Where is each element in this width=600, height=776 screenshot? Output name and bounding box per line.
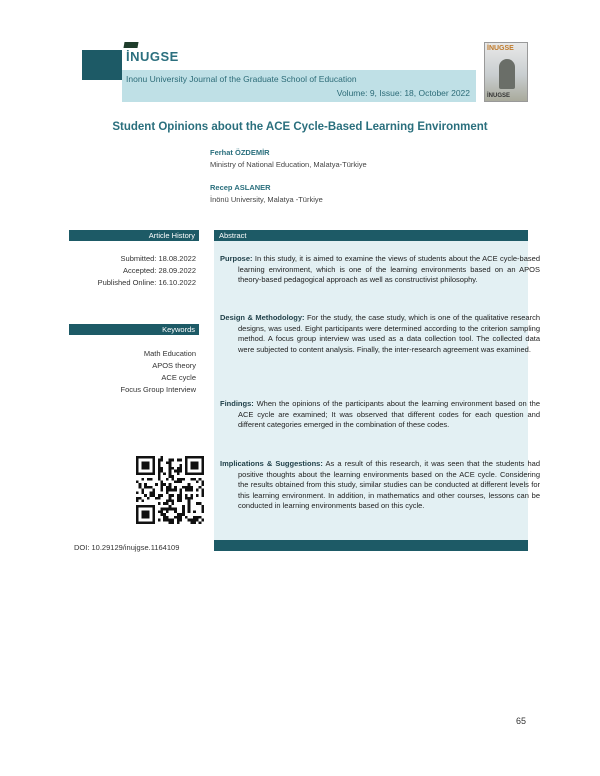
- author-name: Ferhat ÖZDEMİR: [210, 148, 270, 157]
- abstract-footer-bar: [214, 540, 528, 551]
- doi-link[interactable]: DOI: 10.29129/inujgse.1164109: [74, 543, 180, 552]
- article-history-heading: Article History: [69, 230, 199, 241]
- abstract-implications: [220, 459, 540, 512]
- history-accepted: Accepted: 28.09.2022: [123, 266, 196, 275]
- author-affiliation: İnönü University, Malatya -Türkiye: [210, 195, 323, 204]
- cover-title: İNUGSE: [487, 45, 514, 52]
- statue-figure-icon: [499, 59, 515, 89]
- author-name: Recep ASLANER: [210, 183, 271, 192]
- keyword-item: Focus Group Interview: [120, 385, 196, 394]
- history-submitted: Submitted: 18.08.2022: [120, 254, 196, 263]
- history-published: Published Online: 16.10.2022: [97, 278, 196, 287]
- abstract-design-methodology: [220, 313, 540, 355]
- section-label: Purpose:: [220, 254, 253, 263]
- volume-issue: Volume: 9, Issue: 18, October 2022: [336, 88, 470, 98]
- journal-cover-image: [484, 42, 528, 102]
- cover-foot: İNUGSE: [487, 93, 511, 99]
- section-text: In this study, it is aimed to examine the views of students about the ACE cycle-based learning environment, which is one of the learning environments based on an APOS theory-based pedagogical approach as well as constructivist philosophy.: [238, 254, 540, 285]
- keyword-item: ACE cycle: [161, 373, 196, 382]
- journal-name: Inonu University Journal of the Graduate School of Education: [126, 74, 357, 84]
- section-text: When the opinions of the participants about the learning environment based on the ACE cycle are examined; It was observed that different codes for each question and different categories emerged in the combination of these codes.: [238, 399, 540, 430]
- abstract-findings: [220, 399, 540, 431]
- section-label: Implications & Suggestions:: [220, 459, 323, 468]
- journal-logo: İNUGSE: [126, 49, 179, 64]
- qr-code-icon: [136, 456, 204, 524]
- keyword-item: APOS theory: [152, 361, 196, 370]
- header-accent-block: [82, 50, 122, 80]
- section-label: Design & Methodology:: [220, 313, 305, 322]
- keyword-item: Math Education: [143, 349, 196, 358]
- author-affiliation: Ministry of National Education, Malatya-Türkiye: [210, 160, 367, 169]
- section-label: Findings:: [220, 399, 254, 408]
- abstract-heading: Abstract: [214, 230, 528, 241]
- graduation-cap-icon: [123, 42, 138, 48]
- paper-title: Student Opinions about the ACE Cycle-Based Learning Environment: [112, 121, 488, 133]
- page-number: 65: [516, 716, 527, 726]
- section-text: For the study, the case study, which is one of the qualitative research designs, was used. Eight participants were determined according to the criterion sampling method. A focus group interview was used as a data collection tool. The collected data were subjected to content analysis. Finally, the inter-research agreement was examined.: [238, 313, 541, 354]
- keywords-heading: Keywords: [69, 324, 199, 335]
- section-text: As a result of this research, it was seen that the students had positive thoughts about the learning environments based on the ACE cycle. Considering the results obtained from this study, similar studies can be conducted at different levels for this learning environment. In addition, in mathematics and other courses, lessons can be conducted in learning environments based on this cycle.: [238, 459, 540, 511]
- abstract-purpose: [220, 254, 540, 286]
